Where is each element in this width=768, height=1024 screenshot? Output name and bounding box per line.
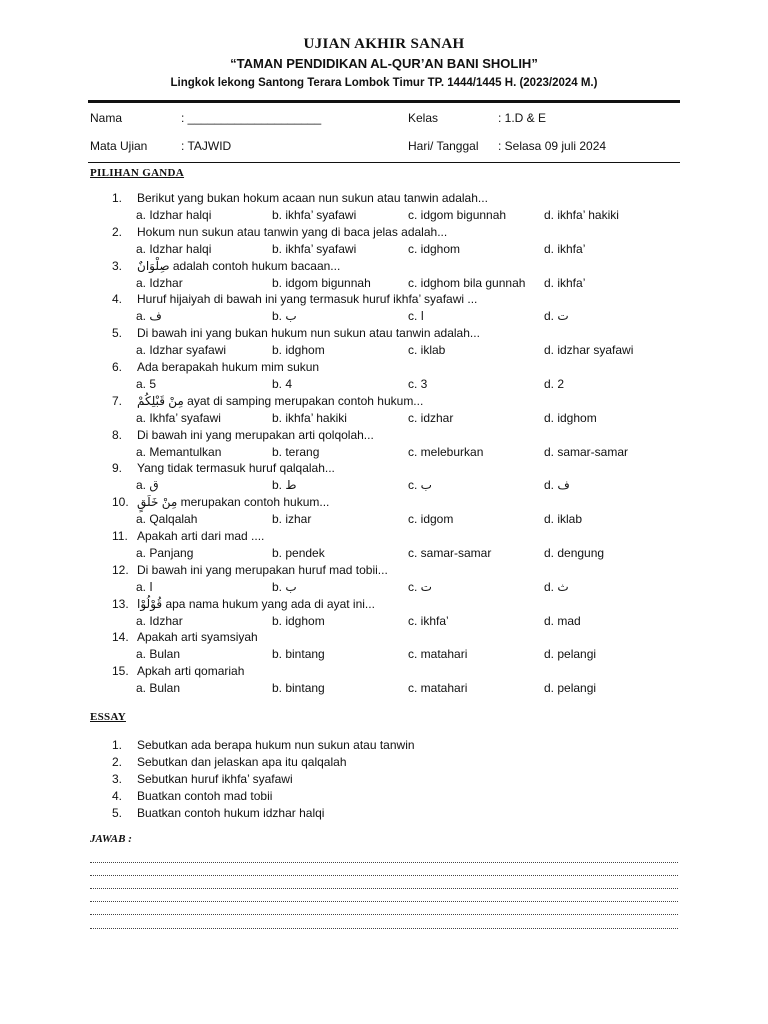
answer-line xyxy=(90,875,678,876)
option-c: c. matahari xyxy=(408,647,468,661)
option-b: b. bintang xyxy=(272,647,325,661)
question-1 xyxy=(112,191,672,208)
info-divider xyxy=(88,162,680,163)
essay-number: 5. xyxy=(112,806,123,820)
option-d: d. samar-samar xyxy=(544,445,629,459)
option-c: c. meleburkan xyxy=(408,445,484,459)
question-10 xyxy=(112,495,672,512)
answer-options xyxy=(136,208,676,225)
option-a: a. ف xyxy=(136,309,162,323)
option-a: a. Idzhar halqi xyxy=(136,208,212,222)
option-a: a. Idzhar syafawi xyxy=(136,343,227,357)
option-a: a. 5 xyxy=(136,377,157,391)
question-number: 5. xyxy=(112,326,123,340)
option-c: c. idghom xyxy=(408,242,461,256)
question-12 xyxy=(112,563,672,580)
option-d: d. 2 xyxy=(544,377,565,391)
question-number: 1. xyxy=(112,191,123,205)
option-d: d. idzhar syafawi xyxy=(544,343,634,357)
answer-options xyxy=(136,478,676,495)
answer-options xyxy=(136,309,676,326)
question-14 xyxy=(112,630,672,647)
option-a: a. ق xyxy=(136,478,159,492)
exam-title: UJIAN AKHIR SANAH xyxy=(303,36,465,52)
option-b: b. ikhfa’ syafawi xyxy=(272,208,357,222)
option-d: d. mad xyxy=(544,614,581,628)
answer-options xyxy=(136,647,676,664)
option-a: a. Bulan xyxy=(136,681,181,695)
option-c: c. idzhar xyxy=(408,411,454,425)
answer-options xyxy=(136,546,676,563)
option-c: c. ikhfa’ xyxy=(408,614,449,628)
question-text: صِلْوَانٌ adalah contoh hukum bacaan... xyxy=(137,259,341,273)
essay-text: Buatkan contoh mad tobii xyxy=(137,789,273,803)
question-text: مِنْ قَبْلِكُمْ ayat di samping merupakan contoh hukum... xyxy=(137,394,424,408)
question-number: 4. xyxy=(112,292,123,306)
question-text: مِنْ خَلَقٍ merupakan contoh hukum... xyxy=(137,495,330,509)
option-d: d. ث xyxy=(544,580,569,594)
question-6 xyxy=(112,360,672,377)
option-a: a. Qalqalah xyxy=(136,512,198,526)
option-d: d. dengung xyxy=(544,546,605,560)
option-b: b. terang xyxy=(272,445,320,459)
question-number: 10. xyxy=(112,495,129,509)
mapel-value: : TAJWID xyxy=(181,139,232,153)
question-text: Apakah arti dari mad .... xyxy=(137,529,265,543)
nama-label: Nama xyxy=(90,111,123,125)
option-c: c. matahari xyxy=(408,681,468,695)
question-3 xyxy=(112,259,672,276)
option-d: d. pelangi xyxy=(544,647,597,661)
option-c: c. iklab xyxy=(408,343,446,357)
pilihan-ganda-title: PILIHAN GANDA xyxy=(90,167,185,179)
option-a: a. Idzhar xyxy=(136,276,183,290)
option-b: b. ikhfa’ hakiki xyxy=(272,411,347,425)
question-8 xyxy=(112,428,672,445)
option-b: b. bintang xyxy=(272,681,325,695)
option-a: a. Memantulkan xyxy=(136,445,222,459)
option-a: a. Bulan xyxy=(136,647,181,661)
option-b: b. 4 xyxy=(272,377,293,391)
question-number: 2. xyxy=(112,225,123,239)
answer-options xyxy=(136,580,676,597)
option-d: d. ikhfa’ xyxy=(544,242,586,256)
option-a: a. Idzhar xyxy=(136,614,183,628)
answer-line xyxy=(90,914,678,915)
option-c: c. idgom xyxy=(408,512,454,526)
option-c: c. idghom bila gunnah xyxy=(408,276,526,290)
option-c: c. ا xyxy=(408,309,425,323)
question-text: Huruf hijaiyah di bawah ini yang termasuk huruf ikhfa’ syafawi ... xyxy=(137,292,478,306)
answer-options xyxy=(136,681,676,698)
answer-options xyxy=(136,445,676,462)
question-text: Apkah arti qomariah xyxy=(137,664,245,678)
answer-options xyxy=(136,512,676,529)
school-name: “TAMAN PENDIDIKAN AL-QUR’AN BANI SHOLIH” xyxy=(230,56,538,71)
mapel-label: Mata Ujian xyxy=(90,139,148,153)
kelas-label: Kelas xyxy=(408,111,439,125)
option-b: b. idghom xyxy=(272,614,325,628)
option-b: b. idghom xyxy=(272,343,325,357)
question-7 xyxy=(112,394,672,411)
option-d: d. iklab xyxy=(544,512,583,526)
essay-number: 3. xyxy=(112,772,123,786)
question-number: 15. xyxy=(112,664,129,678)
essay-text: Sebutkan ada berapa hukum nun sukun atau tanwin xyxy=(137,738,415,752)
question-text: Yang tidak termasuk huruf qalqalah... xyxy=(137,461,335,475)
question-number: 8. xyxy=(112,428,123,442)
question-13 xyxy=(112,597,672,614)
question-number: 12. xyxy=(112,563,129,577)
option-a: a. ا xyxy=(136,580,153,594)
option-d: d. ف xyxy=(544,478,570,492)
answer-line xyxy=(90,862,678,863)
answer-options xyxy=(136,343,676,360)
hari-label: Hari/ Tanggal xyxy=(408,139,479,153)
question-number: 14. xyxy=(112,630,129,644)
question-text: Ada berapakah hukum mim sukun xyxy=(137,360,320,374)
option-a: a. Idzhar halqi xyxy=(136,242,212,256)
option-b: b. ikhfa’ syafawi xyxy=(272,242,357,256)
answer-options xyxy=(136,276,676,293)
option-b: b. ب xyxy=(272,309,297,323)
question-2 xyxy=(112,225,672,242)
school-address: Lingkok lekong Santong Terara Lombok Timur TP. 1444/1445 H. (2023/2024 M.) xyxy=(170,77,598,89)
option-a: a. Panjang xyxy=(136,546,194,560)
essay-number: 1. xyxy=(112,738,123,752)
question-text: Di bawah ini yang merupakan huruf mad tobii... xyxy=(137,563,388,577)
question-number: 6. xyxy=(112,360,123,374)
question-15 xyxy=(112,664,672,681)
question-text: Di bawah ini yang bukan hukum nun sukun atau tanwin adalah... xyxy=(137,326,480,340)
question-text: Hokum nun sukun atau tanwin yang di baca jelas adalah... xyxy=(137,225,448,239)
question-11 xyxy=(112,529,672,546)
option-b: b. pendek xyxy=(272,546,325,560)
essay-text: Sebutkan huruf ikhfa’ syafawi xyxy=(137,772,293,786)
option-d: d. pelangi xyxy=(544,681,597,695)
answer-options xyxy=(136,411,676,428)
hari-value: : Selasa 09 juli 2024 xyxy=(498,139,607,153)
option-a: a. Ikhfa’ syafawi xyxy=(136,411,221,425)
option-b: b. idgom bigunnah xyxy=(272,276,371,290)
option-b: b. ط xyxy=(272,478,297,492)
question-9 xyxy=(112,461,672,478)
question-number: 11. xyxy=(112,529,128,543)
question-text: Berikut yang bukan hokum acaan nun sukun atau tanwin adalah... xyxy=(137,191,488,205)
option-d: d. ikhfa’ xyxy=(544,276,586,290)
answer-options xyxy=(136,242,676,259)
essay-text: Sebutkan dan jelaskan apa itu qalqalah xyxy=(137,755,347,769)
header-divider xyxy=(88,100,680,103)
option-c: c. ت xyxy=(408,580,432,594)
kelas-value: : 1.D & E xyxy=(498,111,547,125)
essay-title: ESSAY xyxy=(90,711,126,723)
essay-number: 2. xyxy=(112,755,123,769)
question-5 xyxy=(112,326,672,343)
question-4 xyxy=(112,292,672,309)
question-number: 9. xyxy=(112,461,123,475)
question-number: 7. xyxy=(112,394,123,408)
question-number: 3. xyxy=(112,259,123,273)
option-d: d. ت xyxy=(544,309,569,323)
option-b: b. ب xyxy=(272,580,297,594)
essay-text: Buatkan contoh hukum idzhar halqi xyxy=(137,806,325,820)
option-b: b. izhar xyxy=(272,512,312,526)
answer-line xyxy=(90,888,678,889)
option-c: c. ب xyxy=(408,478,432,492)
essay-number: 4. xyxy=(112,789,123,803)
option-c: c. samar-samar xyxy=(408,546,492,560)
answer-options xyxy=(136,377,676,394)
jawab-label: JAWAB : xyxy=(90,833,132,845)
option-c: c. idgom bigunnah xyxy=(408,208,507,222)
question-number: 13. xyxy=(112,597,129,611)
question-text: Di bawah ini yang merupakan arti qolqolah... xyxy=(137,428,374,442)
option-c: c. 3 xyxy=(408,377,428,391)
answer-options xyxy=(136,614,676,631)
answer-line xyxy=(90,928,678,929)
answer-line xyxy=(90,901,678,902)
question-text: Apakah arti syamsiyah xyxy=(137,630,258,644)
nama-value: : ____________________ xyxy=(181,111,322,125)
question-text: قُوْلُوْا apa nama hukum yang ada di ayat ini... xyxy=(137,597,375,611)
option-d: d. ikhfa’ hakiki xyxy=(544,208,619,222)
option-d: d. idghom xyxy=(544,411,597,425)
